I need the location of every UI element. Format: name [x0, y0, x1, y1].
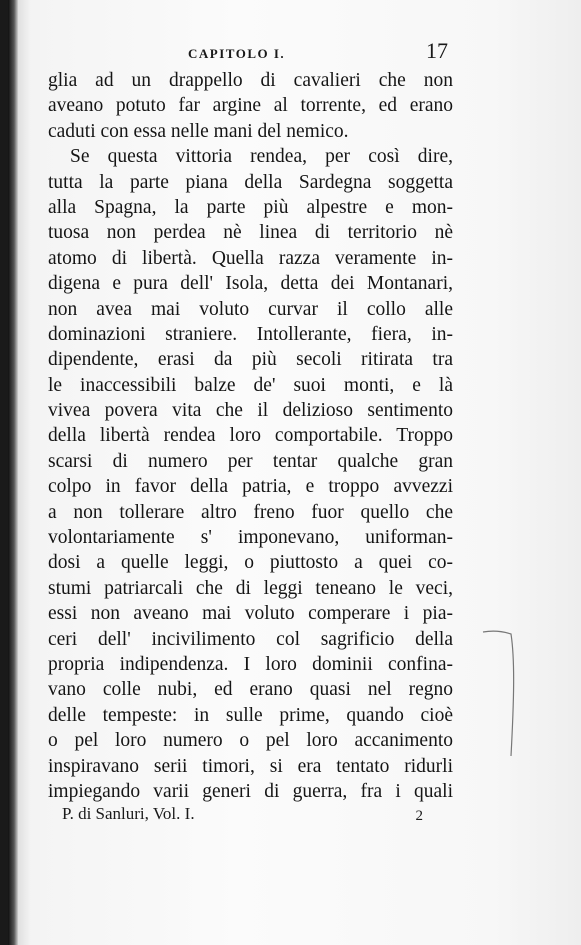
text-line: dosi a quelle leggi, o piuttosto a quei co- — [48, 552, 453, 574]
page-header — [48, 38, 448, 68]
signature-mark: 2 — [415, 808, 423, 824]
text-line: glia ad un drappello di cavalieri che non — [48, 70, 453, 91]
text-line: tuosa non perdea nè linea di territorio nè — [48, 222, 453, 244]
text-line: propria indipendenza. I loro dominii confina- — [48, 653, 453, 675]
pencil-margin-bracket — [481, 620, 541, 760]
text-line: tutta la parte piana della Sardegna soggetta — [48, 171, 453, 193]
page-footer — [48, 800, 453, 830]
book-spine-shadow — [8, 0, 18, 945]
book-page — [8, 0, 581, 945]
text-line: inspiravano serii timori, si era tentato ridurli — [48, 755, 453, 777]
text-line: dominazioni straniere. Intollerante, fiera, in- — [48, 323, 453, 345]
signature-line: P. di Sanluri, Vol. I. — [62, 804, 195, 823]
page-number: 17 — [426, 38, 448, 63]
text-line: scarsi di numero per tentar qualche gran — [48, 450, 453, 472]
text-line: impiegando varii generi di guerra, fra i quali — [48, 780, 453, 802]
text-line: atomo di libertà. Quella razza veramente in- — [48, 247, 453, 269]
text-line: ceri dell' incivilimento col sagrificio della — [48, 628, 453, 650]
body-text — [48, 68, 453, 804]
text-line: dipendente, erasi da più secoli ritirata tra — [48, 349, 453, 371]
text-line: aveano potuto far argine al torrente, ed erano — [48, 95, 453, 117]
text-line: digena e pura dell' Isola, detta dei Montanari, — [48, 273, 453, 295]
text-line: caduti con essa nelle mani del nemico. — [48, 120, 349, 142]
text-line: vano colle nubi, ed erano quasi nel regno — [48, 679, 453, 701]
text-line: stumi patriarcali che di leggi teneano le veci, — [48, 577, 453, 599]
running-head: CAPITOLO I. — [188, 46, 286, 61]
text-line: essi non aveano mai voluto comperare i pia- — [48, 603, 453, 625]
text-line: non avea mai voluto curvar il collo alle — [48, 298, 453, 320]
text-line: delle tempeste: in sulle prime, quando cioè — [48, 704, 453, 726]
text-line: volontariamente s' imponevano, uniforman- — [48, 527, 453, 549]
text-line: Se questa vittoria rendea, per così dire, — [70, 146, 453, 168]
pencil-bracket-icon — [481, 620, 541, 760]
text-line: colpo in favor della patria, e troppo avvezzi — [48, 476, 453, 498]
text-line: alla Spagna, la parte più alpestre e mon- — [48, 196, 453, 218]
text-line: le inaccessibili balze de' suoi monti, e là — [48, 374, 453, 396]
text-line: vivea povera vita che il delizioso sentimento — [48, 400, 453, 422]
text-line: della libertà rendea loro comportabile. Troppo — [48, 425, 453, 447]
text-line: a non tollerare altro freno fuor quello che — [48, 501, 453, 523]
text-line: o pel loro numero o pel loro accanimento — [48, 730, 453, 752]
